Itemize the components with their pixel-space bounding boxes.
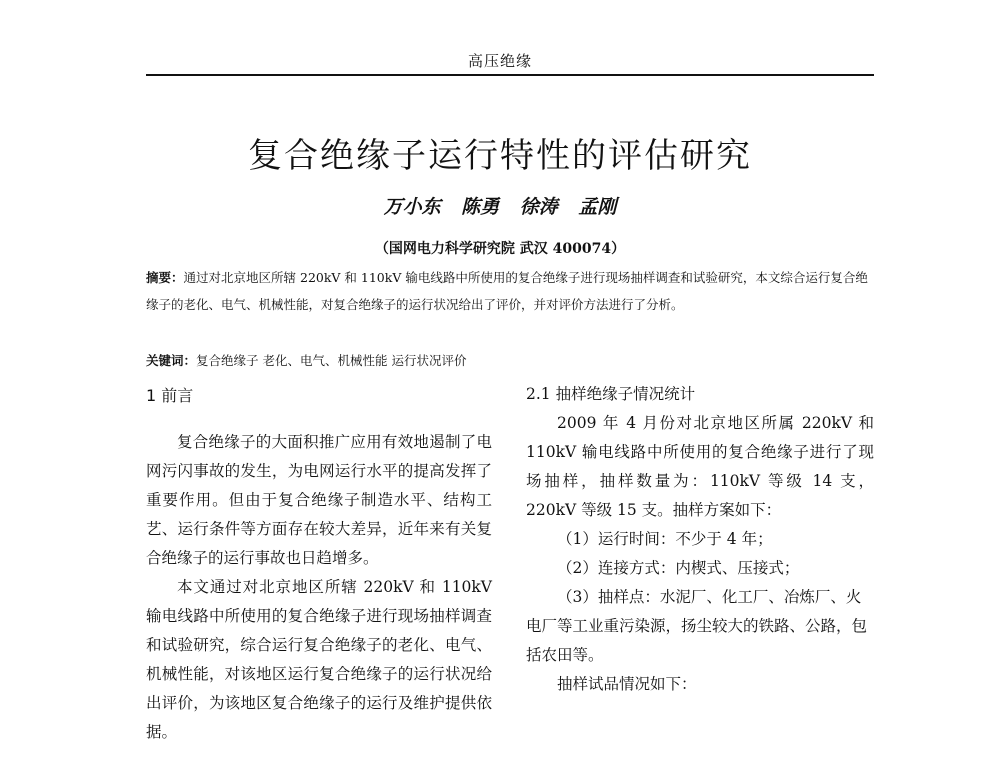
sampling-item-3: （3）抽样点：水泥厂、化工厂、冶炼厂、火电厂等工业重污染源，扬尘较大的铁路、公路，包括农田等。 xyxy=(526,588,868,664)
header-rule xyxy=(146,74,874,76)
intro-paragraph-2: 本文通过对北京地区所辖 220kV 和 110kV 输电线路中所使用的复合绝缘子进行现场抽样调查和试验研究，综合运行复合绝缘子的老化、电气、机械性能，对该地区运行复合绝缘子的运行状况给出评价，为该地区复合绝缘子的运行及维护提供依据。 xyxy=(146,578,492,741)
sampling-item-2: （2）连接方式：内楔式、压接式； xyxy=(557,559,800,577)
keywords xyxy=(146,351,874,369)
section-heading-introduction: 1 前言 xyxy=(146,386,194,405)
sampling-item-1: （1）运行时间：不少于 4 年； xyxy=(557,530,773,548)
paper-affiliation: （国网电力科学研究院 武汉 400074） xyxy=(374,241,626,257)
abstract-label: 摘要： xyxy=(146,270,184,285)
keywords-label: 关键词： xyxy=(146,353,197,368)
subsection-heading-sampling: 2.1 抽样绝缘子情况统计 xyxy=(526,385,696,403)
abstract xyxy=(146,264,874,318)
journal-section-header: 高压绝缘 xyxy=(467,52,532,70)
left-column xyxy=(146,383,492,747)
sampling-intro-paragraph: 2009 年 4 月份对北京地区所属 220kV 和 110kV 输电线路中所使用的复合绝缘子进行了现场抽样，抽样数量为：110kV 等级 14 支，220kV 等级 15 支。抽样方案如下： xyxy=(526,414,874,519)
right-column xyxy=(526,380,874,699)
intro-paragraph-1: 复合绝缘子的大面积推广应用有效地遏制了电网污闪事故的发生，为电网运行水平的提高发挥了重要作用。但由于复合绝缘子制造水平、结构工艺、运行条件等方面存在较大差异，近年来有关复合绝缘子的运行事故也日趋增多。 xyxy=(146,433,492,567)
paper-title: 复合绝缘子运行特性的评估研究 xyxy=(248,136,752,176)
abstract-text: 通过对北京地区所辖 220kV 和 110kV 输电线路中所使用的复合绝缘子进行现场抽样调查和试验研究，本文综合运行复合绝缘子的老化、电气、机械性能，对复合绝缘子的运行状况给出了评价，并对评价方法进行了分析。 xyxy=(146,270,868,312)
sampling-closing-line: 抽样试品情况如下： xyxy=(557,675,697,693)
keywords-text: 复合绝缘子 老化、电气、机械性能 运行状况评价 xyxy=(196,353,467,368)
paper-authors: 万小东 陈勇 徐涛 孟刚 xyxy=(383,196,617,218)
